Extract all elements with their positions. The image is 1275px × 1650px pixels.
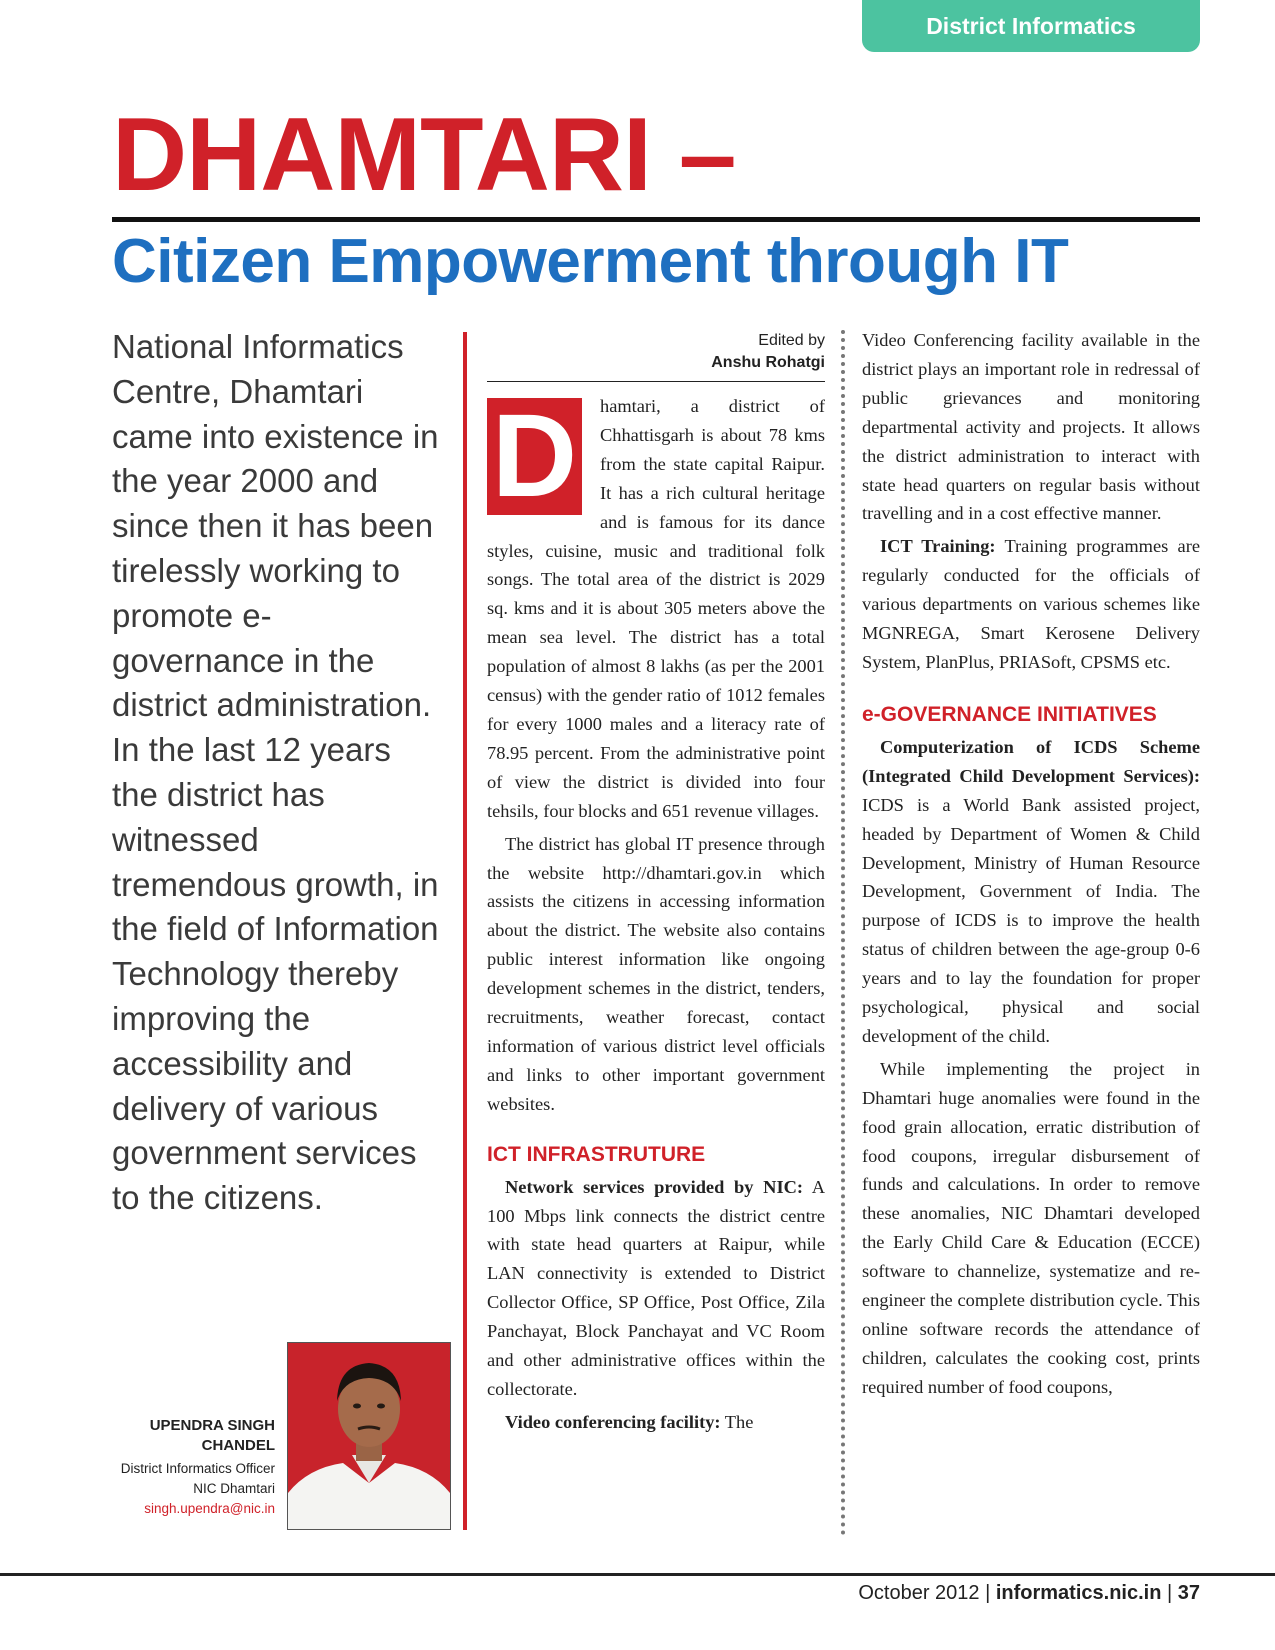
footer-date: October 2012 | bbox=[858, 1582, 996, 1604]
training-paragraph bbox=[862, 532, 1200, 677]
page-title: DHAMTARI – bbox=[112, 97, 736, 213]
intro-paragraph bbox=[487, 392, 825, 826]
icds-paragraph bbox=[862, 733, 1200, 1051]
website-paragraph: The district has global IT presence through the website http://dhamtari.gov.in which assists the citizens in accessing information about the district. The website also contains public interest information like ongoing development schemes in the district, tenders, recruitments, weather forecast, contact information of various district level officials and links to other important government websites. bbox=[487, 833, 825, 1114]
byline bbox=[487, 330, 825, 382]
article-column-middle bbox=[487, 330, 825, 1437]
section-tab bbox=[862, 0, 1200, 52]
author-photo bbox=[287, 1342, 451, 1530]
page-number: 37 bbox=[1177, 1582, 1200, 1604]
editor-name: Anshu Rohatgi bbox=[711, 354, 825, 371]
column-divider-dotted bbox=[841, 330, 845, 1536]
heading-ict-infrastructure: ICT INFRASTRUTURE bbox=[487, 1142, 706, 1166]
icds-text: ICDS is a World Bank assisted project, headed by Department of Women & Child Development, Ministry of Human Resource Development, Government of India. The purpose of ICDS is to improve the health status of children between the age-group 0-6 years and to lay the foundation for proper psychological, physical and social development of the child. bbox=[862, 794, 1200, 1046]
drop-cap: D bbox=[487, 398, 582, 515]
vc-label: Video conferencing facility: bbox=[505, 1411, 721, 1432]
author-name: UPENDRA SINGH CHANDEL bbox=[149, 1417, 275, 1454]
author-email: singh.upendra@nic.in bbox=[144, 1501, 275, 1516]
icds-label: Computerization of ICDS Scheme (Integrated Child Development Services): bbox=[862, 736, 1200, 786]
training-label: ICT Training: bbox=[880, 536, 996, 557]
page-footer bbox=[858, 1578, 1200, 1608]
network-label: Network services provided by NIC: bbox=[505, 1176, 804, 1197]
heading-egovernance: e-GOVERNANCE INITIATIVES bbox=[862, 702, 1157, 726]
page-subtitle: Citizen Empowerment through IT bbox=[112, 227, 1069, 296]
implementation-paragraph: While implementing the project in Dhamtari huge anomalies were found in the food grain allocation, erratic distribution of food coupons, irregular disbursement of funds and calculations. In order to remove these anomalies, NIC Dhamtari developed the Early Child Care & Education (ECCE) software to channelize, systematize and re-engineer the complete distribution cycle. This online software records the attendance of children, calculates the cooking cost, prints required number of food coupons, bbox=[862, 1058, 1200, 1397]
author-portrait-icon bbox=[288, 1343, 450, 1529]
footer-site: informatics.nic.in bbox=[995, 1582, 1162, 1604]
author-info bbox=[112, 1416, 275, 1519]
footer-divider bbox=[0, 1573, 1275, 1576]
intro-text: National Informatics Centre, Dhamtari came into existence in the year 2000 and since then it has been tirelessly working to promote e-governance in the district administration. In the last 12 years the district has witnessed tremendous growth, in the field of Information Technology thereby improving the accessibility and delivery of various government services to the citizens. bbox=[112, 328, 439, 1217]
article-column-right bbox=[862, 326, 1200, 1402]
byline-label: Edited by bbox=[758, 332, 825, 349]
author-org: NIC Dhamtari bbox=[193, 1481, 275, 1496]
footer-separator: | bbox=[1161, 1582, 1178, 1604]
training-text: Training programmes are regularly conducted for the officials of various departments on various schemes like MGNREGA, Smart Kerosene Delivery System, PlanPlus, PRIASoft, CPSMS etc. bbox=[862, 536, 1201, 672]
author-role: District Informatics Officer bbox=[120, 1461, 275, 1476]
section-label: District Informatics bbox=[926, 12, 1136, 39]
vc-paragraph-cont: Video Conferencing facility available in the district plays an important role in redressal of public grievances and monitoring departmental activity and projects. It allows the district administration to interact with state head quarters on regular basis without travelling and in a cost effective manner. bbox=[862, 330, 1200, 524]
column-divider-red bbox=[463, 332, 467, 1530]
paragraph-text: hamtari, a district of Chhattisgarh is about 78 kms from the state capital Raipur. It has a rich cultural heritage and is famous for its dance styles, cuisine, music and traditional folk songs. The total area of the district is 2029 sq. kms and it is about 305 meters above the mean sea level. The district has a total population of almost 8 lakhs (as per the 2001 census) with the gender ratio of 1012 females for every 1000 males and a literacy rate of 78.95 percent. From the administrative point of view the district is divided into four tehsils, four blocks and 651 revenue villages. bbox=[487, 396, 825, 821]
vc-paragraph-start bbox=[487, 1408, 825, 1437]
network-paragraph bbox=[487, 1173, 825, 1404]
title-divider bbox=[112, 217, 1200, 222]
vc-text-start: The bbox=[720, 1411, 754, 1432]
network-text: A 100 Mbps link connects the district centre with state head quarters at Raipur, while LAN connectivity is extended to District Collector Office, SP Office, Post Office, Zila Panchayat, Block Panchayat and VC Room and other administrative offices within the collectorate. bbox=[487, 1176, 825, 1399]
